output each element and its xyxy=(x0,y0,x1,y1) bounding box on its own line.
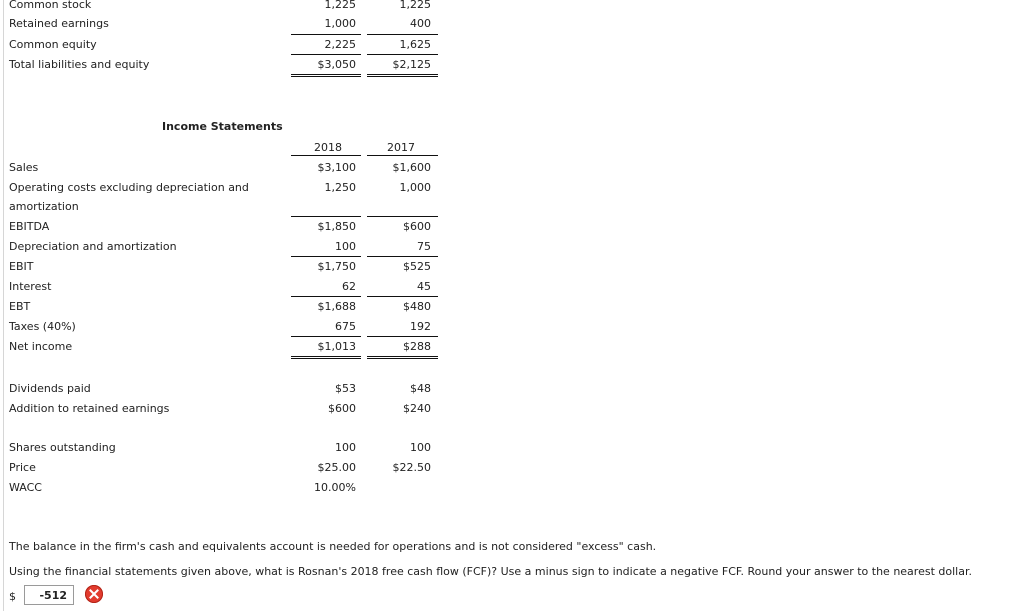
value-2017: $22.50 xyxy=(392,461,431,474)
table-row xyxy=(0,260,445,280)
double-underline xyxy=(291,76,361,77)
value-2018: $53 xyxy=(335,382,356,395)
value-2018: $25.00 xyxy=(317,461,356,474)
cash-note: The balance in the firm's cash and equivalents account is needed for operations and is not considered "excess" cash. xyxy=(9,540,657,553)
underline xyxy=(291,336,361,337)
double-underline xyxy=(367,358,438,359)
underline xyxy=(367,54,438,55)
table-row xyxy=(0,340,445,360)
header-rule xyxy=(367,155,438,156)
underline xyxy=(291,54,361,55)
value-2018: 1,000 xyxy=(324,17,356,30)
row-label: Total liabilities and equity xyxy=(9,58,150,71)
double-underline xyxy=(367,74,438,75)
value-2018: 2,225 xyxy=(324,38,356,51)
underline xyxy=(291,256,361,257)
value-2017: $2,125 xyxy=(392,58,431,71)
underline xyxy=(367,296,438,297)
row-label: EBIT xyxy=(9,260,34,273)
value-2018: 10.00% xyxy=(314,481,356,494)
value-2018: 100 xyxy=(335,240,356,253)
value-2017: $600 xyxy=(403,220,431,233)
incorrect-x-icon xyxy=(85,585,103,603)
row-label: Net income xyxy=(9,340,73,353)
value-2017: 75 xyxy=(417,240,431,253)
row-label: EBT xyxy=(9,300,31,313)
table-row xyxy=(0,280,445,300)
table-row xyxy=(0,481,445,501)
table-row xyxy=(0,300,445,320)
table-row xyxy=(0,220,445,240)
value-2018: 675 xyxy=(335,320,356,333)
underline xyxy=(291,296,361,297)
section-title: Income Statements xyxy=(162,120,283,133)
value-2018: $1,750 xyxy=(317,260,356,273)
value-2017: 1,000 xyxy=(399,181,431,194)
column-header-2017: 2017 xyxy=(387,141,415,154)
value-2017: $48 xyxy=(410,382,431,395)
underline xyxy=(291,34,361,35)
table-row xyxy=(0,382,445,402)
table-row xyxy=(0,441,445,461)
row-label: Operating costs excluding depreciation and xyxy=(9,181,249,194)
double-underline xyxy=(291,74,361,75)
value-2017: $525 xyxy=(403,260,431,273)
underline xyxy=(367,256,438,257)
row-label: Taxes (40%) xyxy=(9,320,76,333)
value-2017: $1,600 xyxy=(392,161,431,174)
table-row-continuation xyxy=(0,200,445,220)
currency-symbol: $ xyxy=(9,590,16,603)
table-row xyxy=(0,320,445,340)
row-label: Interest xyxy=(9,280,52,293)
value-2017: 1,625 xyxy=(399,38,431,51)
underline xyxy=(367,34,438,35)
table-row xyxy=(0,461,445,481)
row-label: EBITDA xyxy=(9,220,50,233)
value-2018: 1,250 xyxy=(324,181,356,194)
row-label: Sales xyxy=(9,161,39,174)
value-2018: $1,850 xyxy=(317,220,356,233)
table-row xyxy=(0,181,445,201)
double-underline xyxy=(291,356,361,357)
underline xyxy=(367,216,438,217)
value-2018: 100 xyxy=(335,441,356,454)
value-2018: $3,050 xyxy=(317,58,356,71)
value-2017: 192 xyxy=(410,320,431,333)
value-2017: $288 xyxy=(403,340,431,353)
value-2018: 62 xyxy=(342,280,356,293)
table-row xyxy=(0,240,445,260)
row-label: Common equity xyxy=(9,38,97,51)
table-row xyxy=(0,402,445,422)
table-row xyxy=(0,58,445,78)
double-underline xyxy=(367,76,438,77)
row-label: Price xyxy=(9,461,36,474)
value-2018: $1,013 xyxy=(317,340,356,353)
row-label: Common stock xyxy=(9,0,92,11)
row-label: Retained earnings xyxy=(9,17,109,30)
underline xyxy=(291,216,361,217)
row-label: WACC xyxy=(9,481,42,494)
value-2017: 45 xyxy=(417,280,431,293)
fcf-answer-input[interactable] xyxy=(24,585,74,605)
value-2017: $240 xyxy=(403,402,431,415)
header-rule xyxy=(291,155,361,156)
column-header-2018: 2018 xyxy=(314,141,342,154)
value-2017: 1,225 xyxy=(399,0,431,11)
double-underline xyxy=(291,358,361,359)
value-2018: $600 xyxy=(328,402,356,415)
row-label: amortization xyxy=(9,200,79,213)
value-2017: 100 xyxy=(410,441,431,454)
value-2017: $480 xyxy=(403,300,431,313)
row-label: Dividends paid xyxy=(9,382,91,395)
value-2018: 1,225 xyxy=(324,0,356,11)
table-row xyxy=(0,38,445,58)
row-label: Depreciation and amortization xyxy=(9,240,177,253)
underline xyxy=(367,336,438,337)
row-label: Addition to retained earnings xyxy=(9,402,170,415)
table-row xyxy=(0,0,445,18)
value-2018: $3,100 xyxy=(317,161,356,174)
value-2018: $1,688 xyxy=(317,300,356,313)
row-label: Shares outstanding xyxy=(9,441,116,454)
table-row xyxy=(0,161,445,181)
question-prompt: Using the financial statements given above, what is Rosnan's 2018 free cash flow (FCF)? Use a minus sign to indicate a negative FCF. Round your answer to the nearest dollar. xyxy=(9,565,972,578)
double-underline xyxy=(367,356,438,357)
value-2017: 400 xyxy=(410,17,431,30)
